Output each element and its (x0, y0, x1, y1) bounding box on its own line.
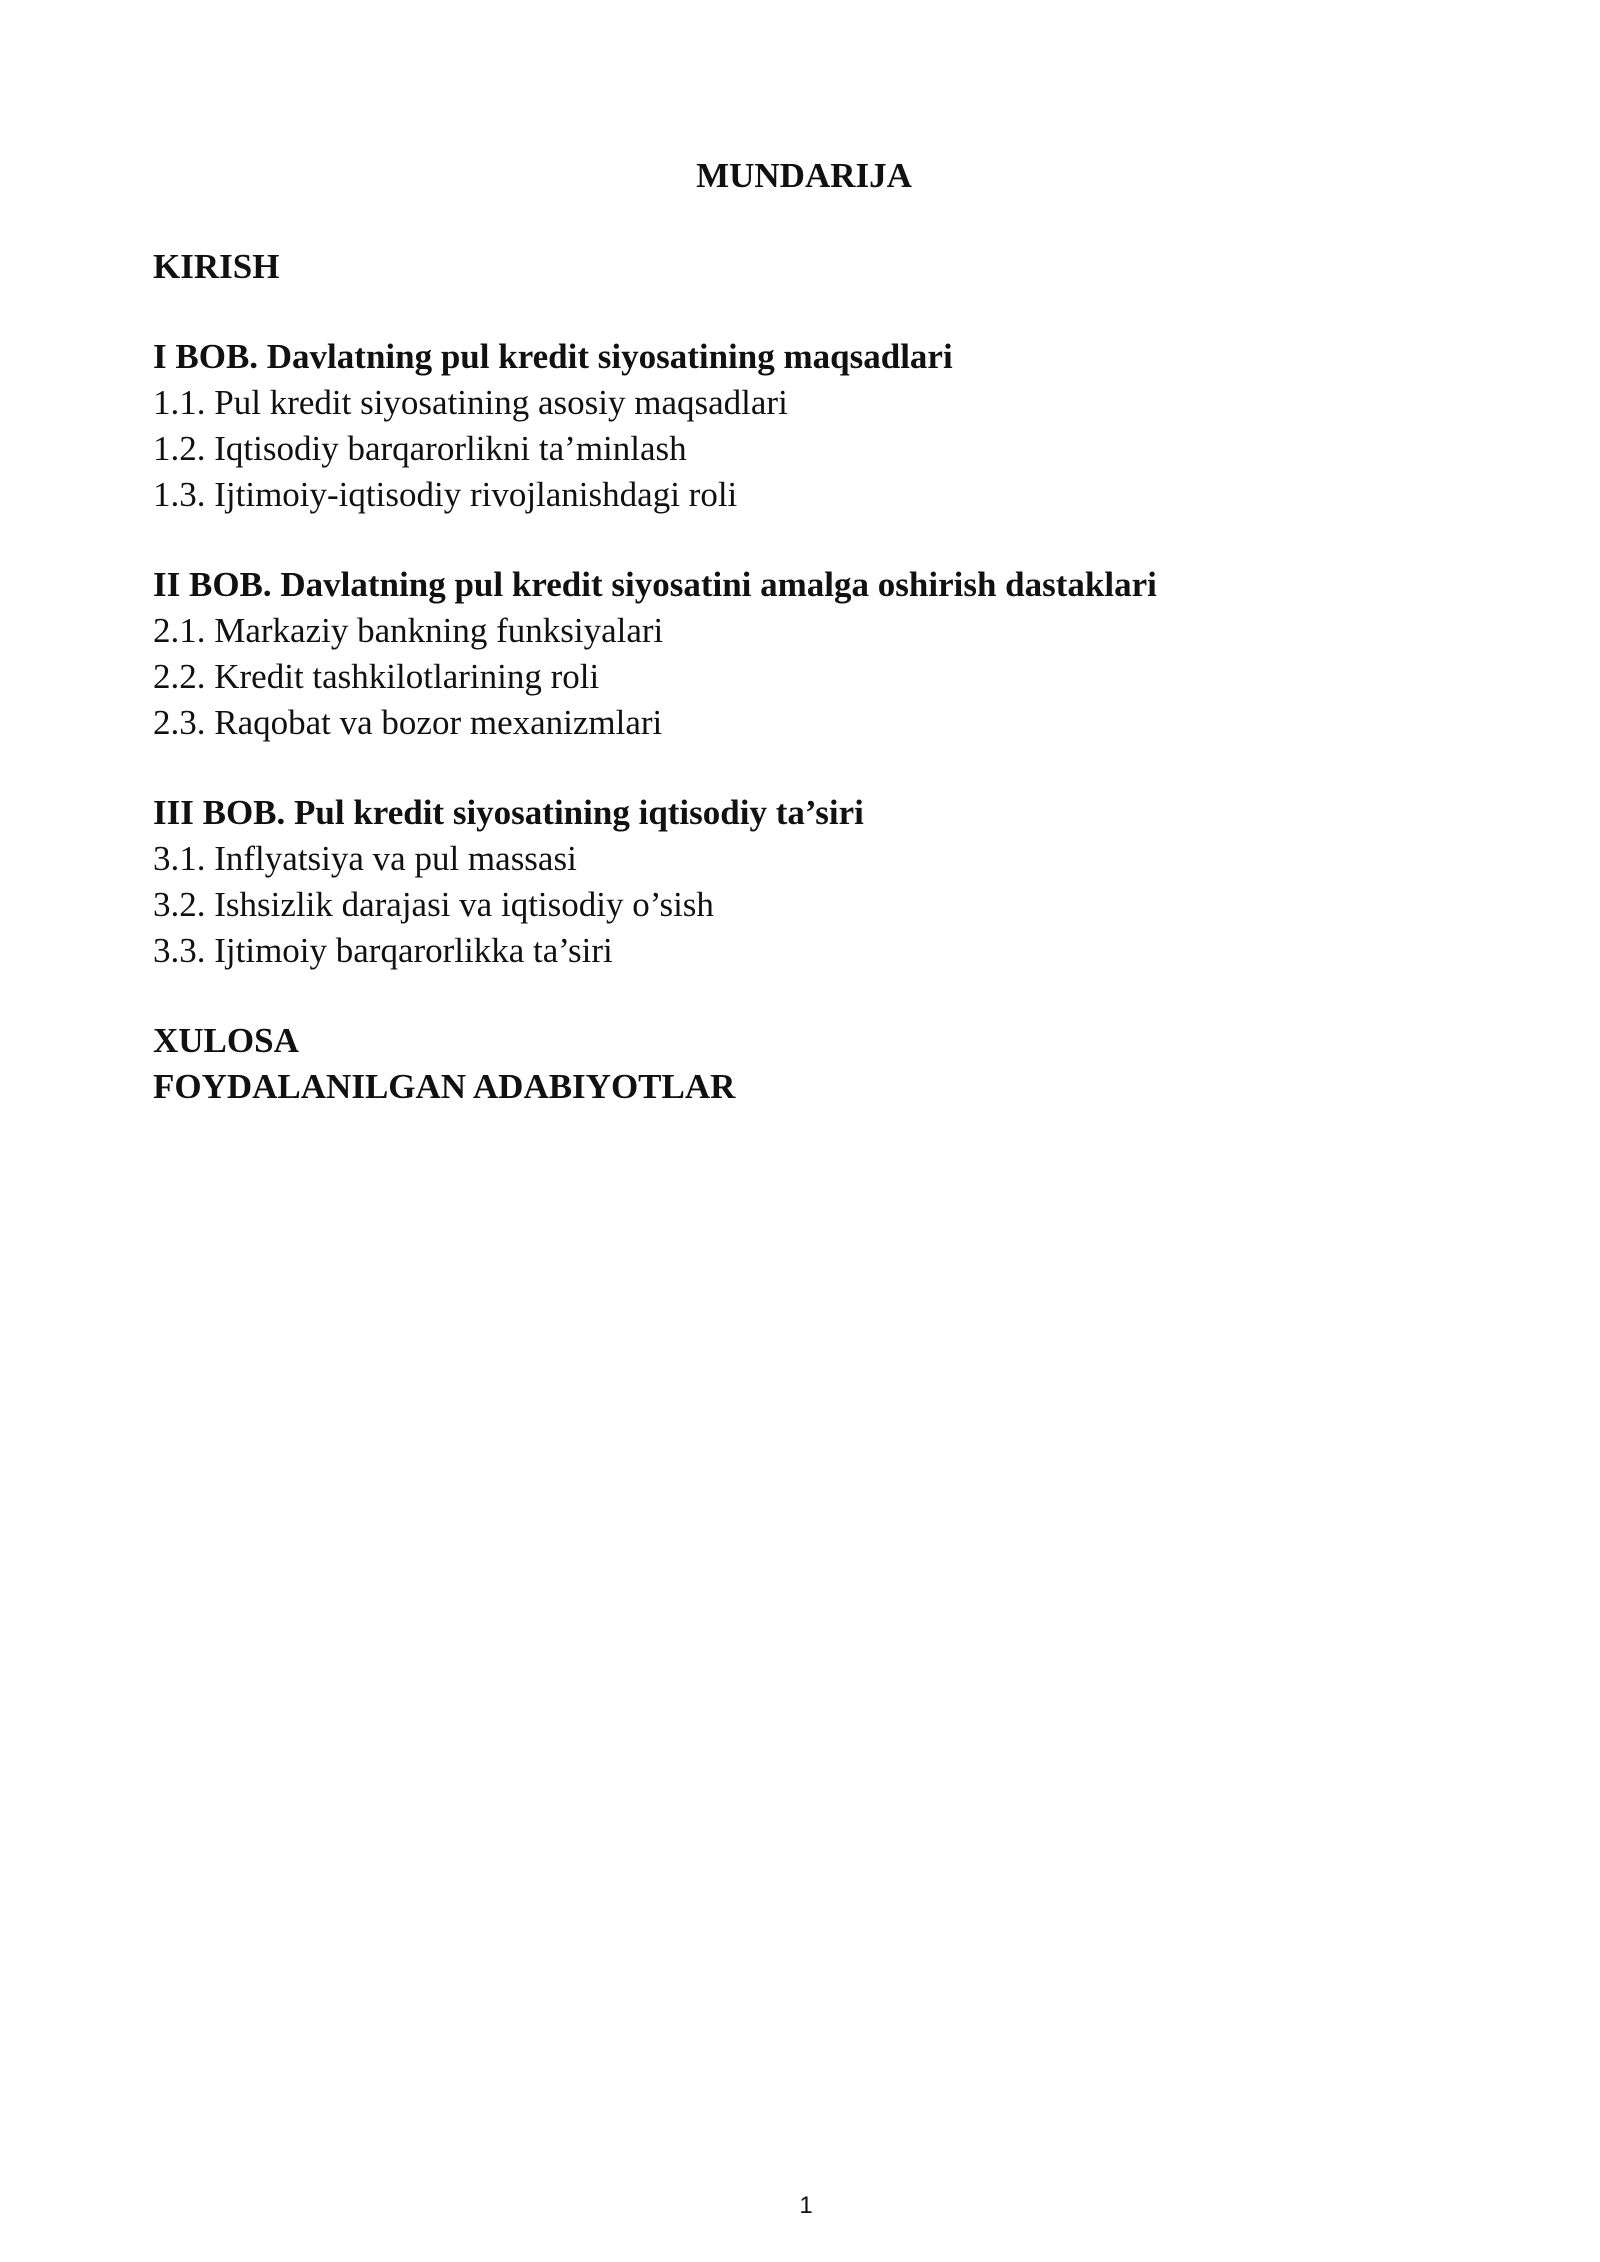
toc-intro: KIRISH (153, 247, 280, 286)
toc-item-2-1: 2.1. Markaziy bankning funksiyalari (153, 611, 664, 650)
page-number: 1 (799, 2192, 813, 2219)
toc-item-1-2: 1.2. Iqtisodiy barqarorlikni ta’minlash (153, 429, 687, 468)
toc-conclusion: XULOSA (153, 1021, 299, 1060)
toc-item-1-3: 1.3. Ijtimoiy-iqtisodiy rivojlanishdagi roli (153, 475, 738, 514)
toc-item-3-2: 3.2. Ishsizlik darajasi va iqtisodiy o’sish (153, 885, 714, 924)
chapter-3-heading: III BOB. Pul kredit siyosatining iqtisodiy ta’siri (153, 793, 864, 832)
table-of-contents (153, 244, 1453, 1110)
toc-item-3-3: 3.3. Ijtimoiy barqarorlikka ta’siri (153, 931, 613, 970)
toc-item-1-1: 1.1. Pul kredit siyosatining asosiy maqsadlari (153, 383, 788, 422)
chapter-1-heading: I BOB. Davlatning pul kredit siyosatining maqsadlari (153, 337, 953, 376)
chapter-2-heading: II BOB. Davlatning pul kredit siyosatini amalga oshirish dastaklari (153, 565, 1157, 604)
toc-item-2-2: 2.2. Kredit tashkilotlarining roli (153, 657, 600, 696)
toc-item-3-1: 3.1. Inflyatsiya va pul massasi (153, 839, 577, 878)
toc-item-2-3: 2.3. Raqobat va bozor mexanizmlari (153, 703, 663, 742)
toc-references: FOYDALANILGAN ADABIYOTLAR (153, 1067, 736, 1106)
page-title: MUNDARIJA (696, 156, 912, 195)
